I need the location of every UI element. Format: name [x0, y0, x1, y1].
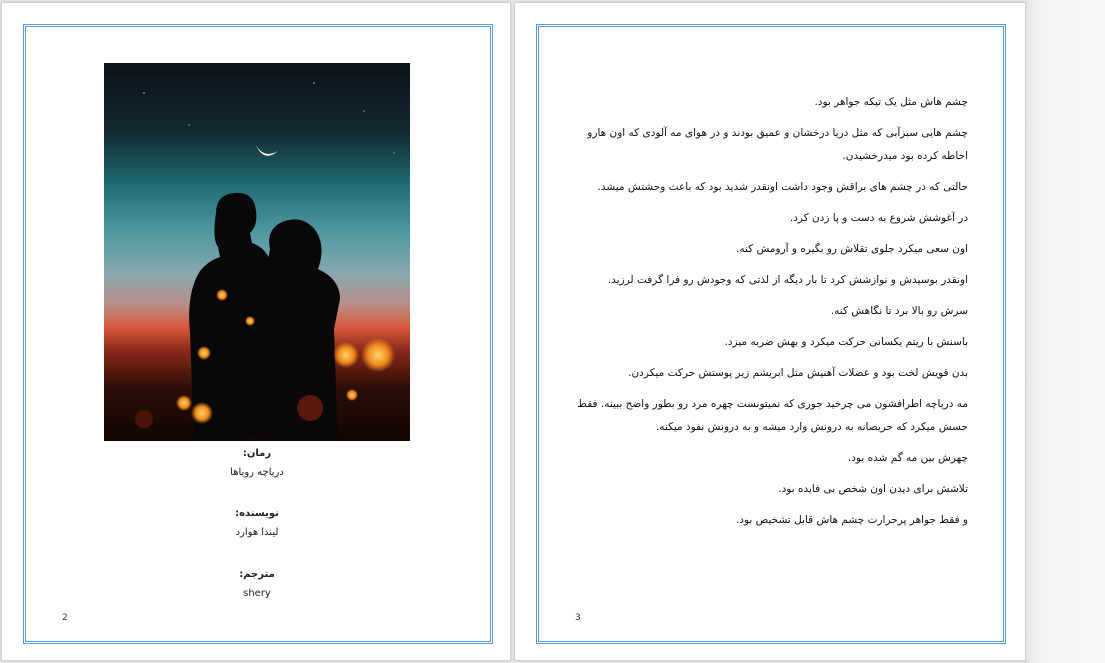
- author-label: نویسنده:: [235, 508, 279, 519]
- story-paragraph: و فقط جواهر پرحرارت چشم هاش قابل تشخیص بود.: [735, 514, 968, 526]
- page-number: 2: [62, 613, 68, 623]
- story-paragraph: اونقدر بوسیدش و نوازشش کرد تا بار دیگه از لذتی که وجودش رو فرا گرفت لرزید.: [607, 274, 968, 286]
- story-text[interactable]: [570, 91, 968, 540]
- story-paragraph: در آغوشش شروع به دست و پا زدن کرد.: [789, 212, 968, 224]
- translator-label: مترجم:: [239, 569, 275, 580]
- author-name: لیندا هوارد: [235, 527, 279, 538]
- story-paragraph: چهرش بین مه گم شده بود.: [847, 452, 968, 464]
- novel-label: رمان:: [242, 448, 272, 459]
- couple-silhouette-image: [104, 63, 410, 441]
- page-3[interactable]: [514, 2, 1026, 661]
- translator-meta: [104, 569, 410, 599]
- cover-image: [104, 63, 410, 441]
- story-paragraph: چشم هایی سبزآبی که مثل دریا درخشان و عمیق بودند و در هوای مه آلودی که اون هارو احاطه کرده بود میدرخشیدن.: [587, 127, 968, 162]
- story-paragraph: بدن قویش لخت بود و عضلات آهنیش مثل ابریشم زیر پوستش حرکت میکردن.: [628, 367, 968, 379]
- novel-title: دریاچه رویاها: [230, 467, 284, 478]
- story-paragraph: مه دریاچه اطرافشون می چرخید جوری که نمیتونست چهره مرد رو بطور واضح ببینه. فقط حسش میکرد که حریصانه به درونش وارد میشه و به درونش نفوذ میکنه.: [577, 398, 968, 433]
- page-number: 3: [575, 613, 581, 623]
- page-2[interactable]: [1, 2, 511, 661]
- translator-name: shery: [243, 588, 271, 599]
- novel-meta: [104, 448, 410, 478]
- author-meta: [104, 508, 410, 538]
- story-paragraph: سرش رو بالا برد تا نگاهش کنه.: [830, 305, 968, 317]
- story-paragraph: باسنش با ریتم یکسانی حرکت میکرد و بهش ضربه میزد.: [724, 336, 968, 348]
- story-paragraph: چشم هاش مثل یک تیکه جواهر بود.: [814, 96, 968, 108]
- story-paragraph: حالتی که در چشم های براقش وجود داشت اونقدر شدید بود که باعث وحشتش میشد.: [597, 181, 968, 193]
- story-paragraph: تلاشش برای دیدن اون شخص بی فایده بود.: [778, 483, 968, 495]
- story-paragraph: اون سعی میکرد جلوی تقلاش رو بگیره و آرومش کنه.: [736, 243, 968, 255]
